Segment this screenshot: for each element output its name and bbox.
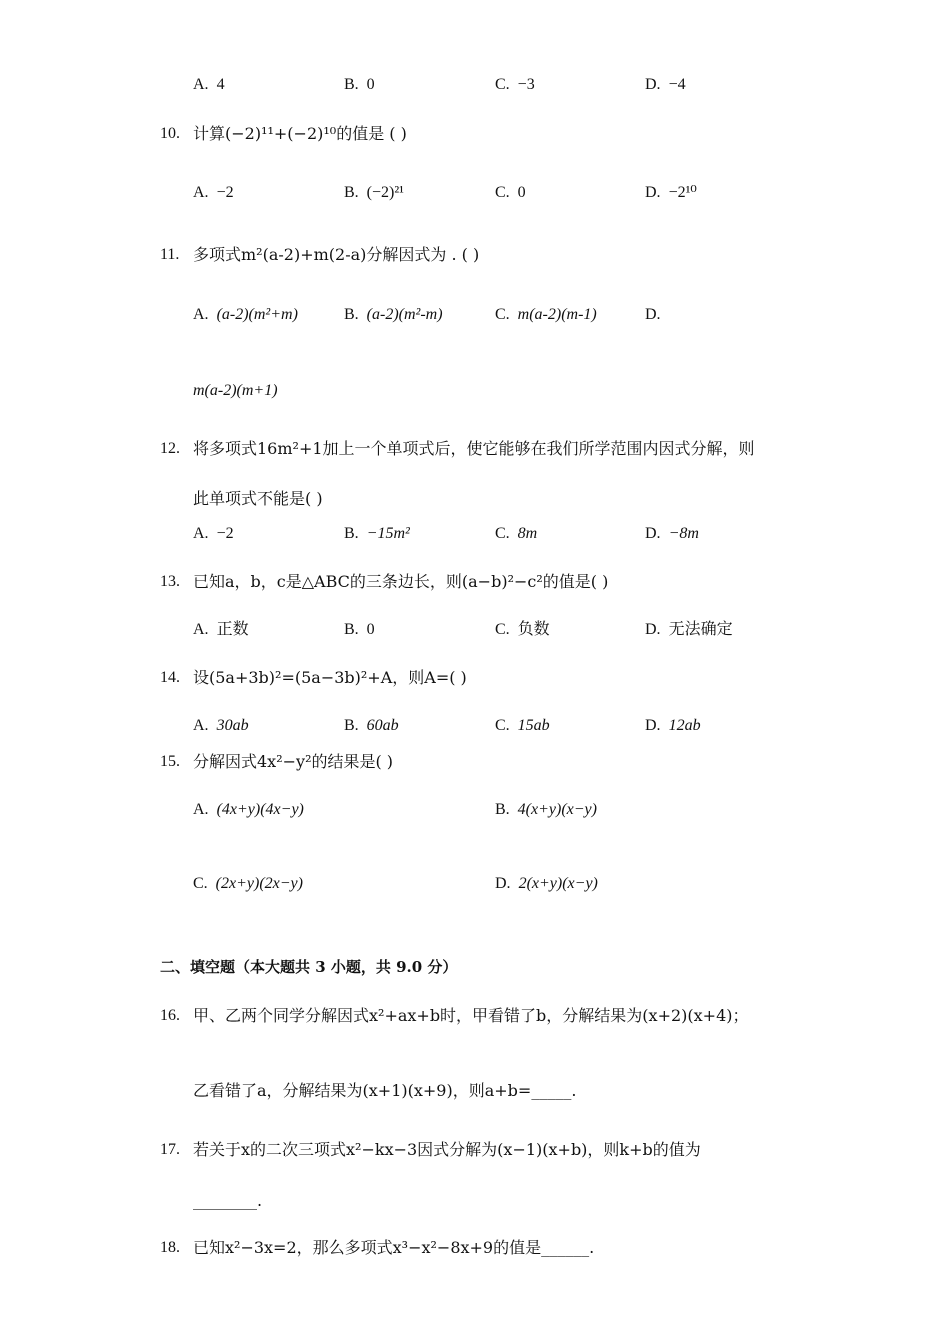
- q16-line2: 乙看错了a，分解结果为(x+1)(x+9)，则a+b=_____.: [193, 1081, 577, 1100]
- q12-option-c: C. 8m: [495, 525, 538, 542]
- q13-number: 13.: [160, 573, 180, 590]
- q11-number: 11.: [160, 246, 180, 263]
- q11-option-b: B. (a-2)(m²-m): [344, 306, 443, 323]
- q15-option-a: A. (4x+y)(4x−y): [193, 801, 304, 818]
- q12-option-a: A. −2: [193, 525, 234, 542]
- q11-option-d-text: m(a-2)(m+1): [193, 382, 278, 399]
- q14-option-b: B. 60ab: [344, 717, 399, 734]
- q13-option-b: B. 0: [344, 621, 375, 638]
- q16-number: 16.: [160, 1007, 180, 1024]
- q12-stem-line2: 此单项式不能是( ): [193, 489, 323, 508]
- q14-option-a: A. 30ab: [193, 717, 249, 734]
- q10-option-c: C. 0: [495, 184, 526, 201]
- q17-line2: ________.: [193, 1191, 263, 1210]
- q15-option-d: D. 2(x+y)(x−y): [495, 875, 598, 892]
- q13-option-a: A. 正数: [193, 621, 249, 638]
- q14-stem: 设(5a+3b)²=(5a−3b)²+A，则A=( ): [193, 668, 467, 687]
- section-2-title: 二、填空题（本大题共 3 小题，共 9.0 分）: [160, 958, 458, 976]
- q12-option-d: D. −8m: [645, 525, 699, 542]
- q18-line1: 已知x²−3x=2，那么多项式x³−x²−8x+9的值是______.: [193, 1238, 595, 1257]
- q11-option-d-label: D.: [645, 306, 661, 323]
- q18-number: 18.: [160, 1239, 180, 1256]
- q11-stem: 多项式m²(a-2)+m(2-a)分解因式为 . ( ): [193, 245, 480, 264]
- q16-line1: 甲、乙两个同学分解因式x²+ax+b时，甲看错了b，分解结果为(x+2)(x+4)；: [193, 1006, 749, 1025]
- q15-option-c: C. (2x+y)(2x−y): [193, 875, 303, 892]
- q13-stem: 已知a，b，c是△ABC的三条边长，则(a−b)²−c²的值是( ): [193, 572, 609, 591]
- q14-option-c: C. 15ab: [495, 717, 550, 734]
- q15-stem: 分解因式4x²−y²的结果是( ): [193, 752, 394, 771]
- q11-option-a: A. (a-2)(m²+m): [193, 306, 298, 323]
- q14-option-d: D. 12ab: [645, 717, 701, 734]
- q17-line1: 若关于x的二次三项式x²−kx−3因式分解为(x−1)(x+b)，则k+b的值为: [193, 1140, 701, 1159]
- q12-option-b: B. −15m²: [344, 525, 410, 542]
- q15-number: 15.: [160, 753, 180, 770]
- q10-option-b: B. (−2)²¹: [344, 184, 404, 201]
- q12-number: 12.: [160, 440, 180, 457]
- q9-option-d: D. −4: [645, 76, 686, 93]
- q13-option-d: D. 无法确定: [645, 621, 733, 638]
- q14-number: 14.: [160, 669, 180, 686]
- q10-option-d: D. −2¹⁰: [645, 184, 697, 201]
- q13-option-c: C. 负数: [495, 621, 550, 638]
- q17-number: 17.: [160, 1141, 180, 1158]
- q10-stem: 计算(−2)¹¹+(−2)¹⁰的值是 ( ): [193, 124, 407, 143]
- q9-option-a: A. 4: [193, 76, 225, 93]
- q15-option-b: B. 4(x+y)(x−y): [495, 801, 597, 818]
- q10-number: 10.: [160, 125, 180, 142]
- q9-option-b: B. 0: [344, 76, 375, 93]
- q9-option-c: C. −3: [495, 76, 535, 93]
- q10-option-a: A. −2: [193, 184, 234, 201]
- q11-option-c: C. m(a-2)(m-1): [495, 306, 597, 323]
- q12-stem-line1: 将多项式16m²+1加上一个单项式后，使它能够在我们所学范围内因式分解，则: [193, 439, 755, 458]
